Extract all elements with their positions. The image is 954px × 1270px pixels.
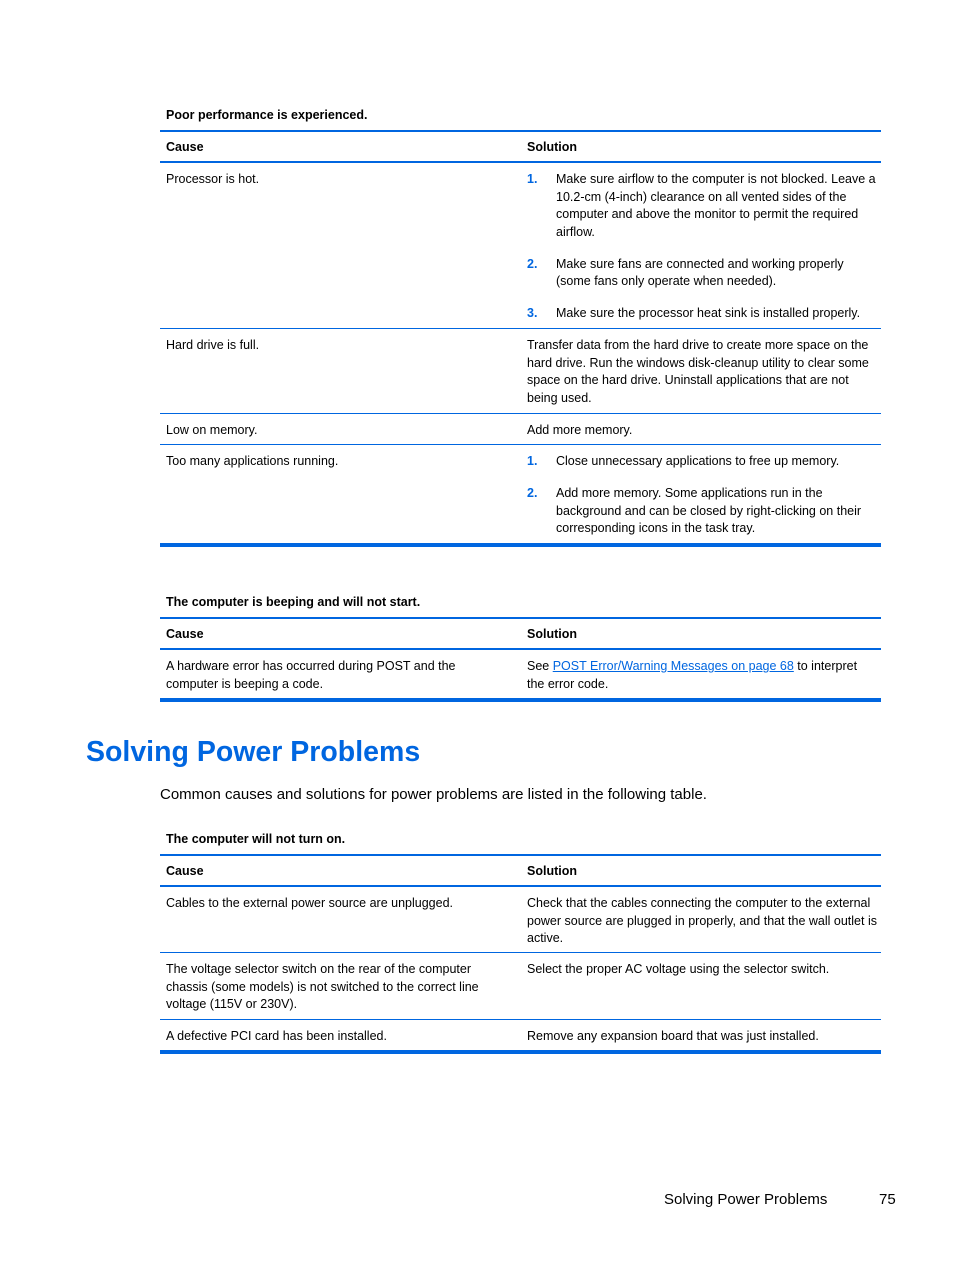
section-title: Solving Power Problems [86,736,421,768]
solution-text: See [527,659,553,673]
header-cause: Cause [166,864,204,878]
step-number: 2. [527,256,538,271]
header-cause: Cause [166,627,204,641]
table-row [160,414,881,445]
cause-cell: Hard drive is full. [166,338,260,352]
header-solution: Solution [527,627,577,641]
solution-text: to interpret the error code. [527,659,858,691]
page-number: 75 [879,1191,896,1208]
cause-cell: Processor is hot. [166,172,260,186]
solution-cell: Transfer data from the hard drive to create more space on the hard drive. Run the windows disk-cleanup utility to clear some space on the hard drive. Uninstall applications that are not being used. [527,338,869,405]
table-header [160,617,881,650]
step-number: 1. [527,454,538,468]
solution-steps [527,453,877,538]
footer-section-name: Solving Power Problems [664,1191,828,1208]
table-row [160,163,881,329]
solution-cell: Remove any expansion board that was just installed. [527,1029,819,1043]
step-text: Make sure airflow to the computer is not blocked. Leave a 10.2-cm (4-inch) clearance on all vented sides of the computer and above the monitor to permit the required airflow. [556,172,876,239]
table-row [160,329,881,414]
header-solution: Solution [527,864,577,878]
solution-cell [527,658,877,693]
cause-cell: Too many applications running. [166,454,339,468]
step-text: Make sure fans are connected and working properly (some fans only operate when needed). [556,256,844,288]
cause-cell: Cables to the external power source are unplugged. [166,896,453,910]
step-text: Close unnecessary applications to free up memory. [556,454,840,468]
header-solution: Solution [527,140,577,154]
table-caption-performance: Poor performance is experienced. [166,108,368,122]
step-text: Make sure the processor heat sink is installed properly. [556,306,861,320]
step-text: Add more memory. Some applications run in the background and can be closed by right-clicking on their corresponding icons in the task tray. [556,486,862,535]
solution-cell: Add more memory. [527,423,633,437]
table-row [160,445,881,547]
list-item [527,256,877,291]
post-error-link[interactable]: POST Error/Warning Messages on page 68 [552,659,794,673]
cause-cell: The voltage selector switch on the rear of the computer chassis (some models) is not switched to the correct line voltage (115V or 230V). [166,962,479,1011]
table-beeping [160,617,881,702]
step-number: 1. [527,172,538,186]
list-item [527,485,877,538]
table-caption-power: The computer will not turn on. [166,832,346,846]
solution-cell: Select the proper AC voltage using the selector switch. [527,962,830,976]
table-row [160,953,881,1020]
cause-cell: A defective PCI card has been installed. [166,1029,387,1043]
list-item [527,171,877,241]
table-row [160,1020,881,1054]
step-number: 3. [527,306,538,320]
header-cause: Cause [166,140,204,154]
table-performance [160,130,881,547]
cause-cell: Low on memory. [166,423,258,437]
table-power [160,854,881,1054]
table-header [160,854,881,887]
section-intro: Common causes and solutions for power problems are listed in the following table. [160,786,707,803]
cause-cell: A hardware error has occurred during POST and the computer is beeping a code. [166,659,456,691]
solution-cell: Check that the cables connecting the computer to the external power source are plugged in properly, and that the wall outlet is active. [527,896,877,945]
table-row [160,650,881,702]
step-number: 2. [527,486,538,500]
table-row [160,887,881,953]
table-header [160,130,881,163]
table-caption-beeping: The computer is beeping and will not start. [166,595,421,609]
list-item [527,305,877,323]
solution-steps [527,171,877,323]
list-item [527,453,877,471]
